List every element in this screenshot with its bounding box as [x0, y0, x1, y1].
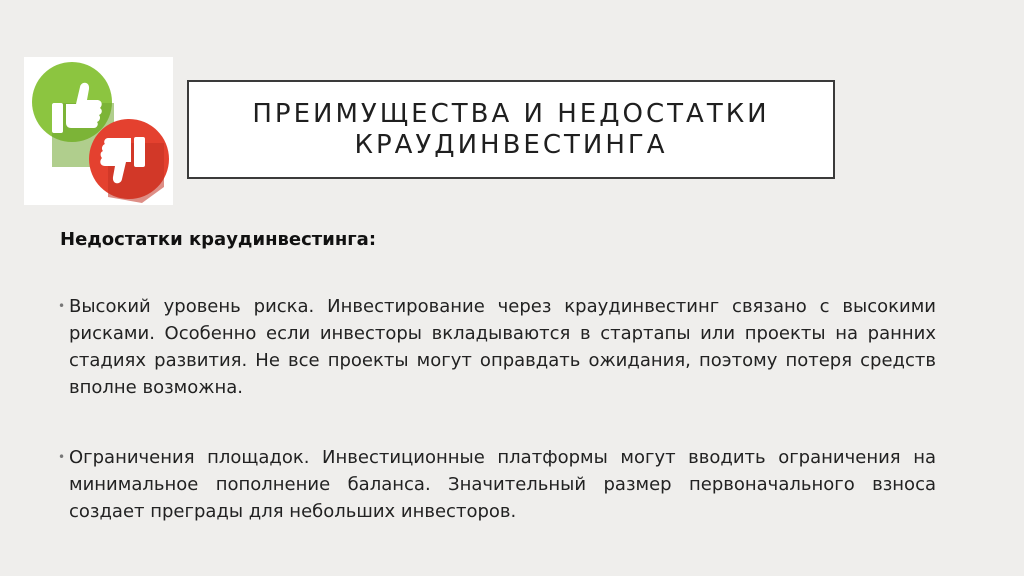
page-title-line-1: ПРЕИМУЩЕСТВА И НЕДОСТАТКИ	[252, 98, 770, 129]
page-title-line-2: КРАУДИНВЕСТИНГА	[354, 129, 668, 160]
bullet-marker: •	[58, 450, 66, 464]
bullet-item	[58, 293, 936, 401]
bullet-text: Высокий уровень риска. Инвестирование через краудинвестинг связано с высокими рисками. Особенно если инвесторы вкладываются в стартапы или проекты на ранних стадиях развития. Не все проекты могут оправдать ожидания, поэтому потеря средств вполне возможна.	[69, 296, 936, 398]
thumbs-down-icon	[89, 119, 169, 203]
section-heading: Недостатки краудинвестинга:	[60, 229, 377, 250]
bullet-text: Ограничения площадок. Инвестиционные платформы могут вводить ограничения на минимальное пополнение баланса. Значительный размер первоначального взноса создает преграды для небольших инвесторов.	[69, 447, 936, 522]
title-box	[187, 80, 835, 179]
bullet-marker: •	[58, 299, 66, 313]
bullet-item	[58, 444, 936, 525]
thumbs-logo-image	[24, 57, 173, 205]
